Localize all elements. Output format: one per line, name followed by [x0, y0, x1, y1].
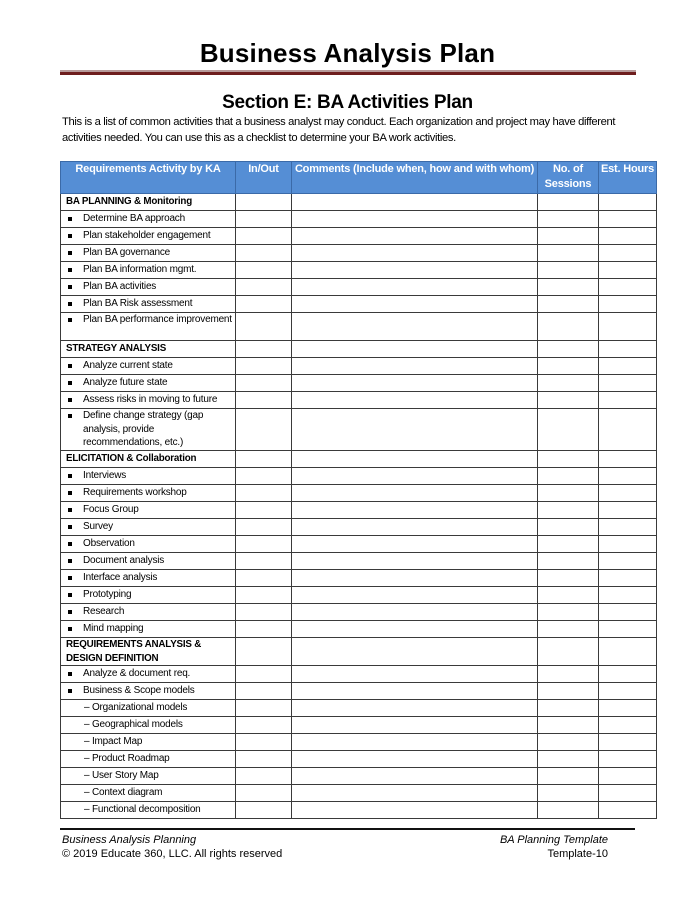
title-rule-dark [60, 72, 636, 75]
comments-cell[interactable] [292, 502, 538, 519]
in-out-cell[interactable] [236, 358, 292, 375]
activity-label: Plan stakeholder engagement [66, 228, 235, 244]
activity-cell [61, 519, 236, 536]
sessions-cell[interactable] [538, 502, 599, 519]
hours-cell[interactable] [599, 409, 657, 451]
in-out-cell[interactable] [236, 604, 292, 621]
hours-cell[interactable] [599, 211, 657, 228]
activity-label: Requirements workshop [66, 485, 235, 501]
activity-cell [61, 536, 236, 553]
sessions-cell[interactable] [538, 587, 599, 604]
category-label: BA PLANNING & Monitoring [66, 196, 192, 207]
hours-cell[interactable] [599, 502, 657, 519]
activity-cell [61, 228, 236, 245]
hours-cell[interactable] [599, 785, 657, 802]
hours-cell[interactable] [599, 604, 657, 621]
activity-cell [61, 666, 236, 683]
intro-text: This is a list of common activities that a business analyst may conduct. Each organization and project may have different activities needed. You can use this as a checklist to determine your BA work activities. [62, 116, 616, 144]
activity-cell [61, 262, 236, 279]
hours-cell[interactable] [599, 228, 657, 245]
hours-cell[interactable] [599, 468, 657, 485]
activity-label: Analyze current state [66, 358, 235, 374]
footer-page-id: Template-10 [547, 848, 608, 860]
activity-label: Interface analysis [66, 570, 235, 586]
comments-cell[interactable] [292, 536, 538, 553]
sessions-cell[interactable] [538, 485, 599, 502]
comments-cell[interactable] [292, 638, 538, 666]
in-out-cell[interactable] [236, 211, 292, 228]
hours-cell[interactable] [599, 313, 657, 341]
activity-cell [61, 245, 236, 262]
activity-label: – Context diagram [84, 787, 163, 798]
sessions-cell[interactable] [538, 409, 599, 451]
comments-cell[interactable] [292, 621, 538, 638]
sessions-cell[interactable] [538, 785, 599, 802]
sessions-cell[interactable] [538, 536, 599, 553]
activity-label: Focus Group [66, 502, 235, 518]
activity-label: Document analysis [66, 553, 235, 569]
table-row [61, 734, 657, 751]
sessions-cell[interactable] [538, 519, 599, 536]
hours-cell[interactable] [599, 296, 657, 313]
comments-cell[interactable] [292, 570, 538, 587]
table-row [61, 666, 657, 683]
activity-label: Analyze future state [66, 375, 235, 391]
sessions-cell[interactable] [538, 279, 599, 296]
table-row [61, 683, 657, 700]
activity-label: Plan BA information mgmt. [66, 262, 235, 278]
sessions-cell[interactable] [538, 228, 599, 245]
sessions-cell[interactable] [538, 666, 599, 683]
table-row [61, 751, 657, 768]
in-out-cell[interactable] [236, 802, 292, 819]
hours-cell[interactable] [599, 734, 657, 751]
activity-cell [61, 409, 236, 451]
table-row [61, 358, 657, 375]
comments-cell[interactable] [292, 519, 538, 536]
hours-cell[interactable] [599, 341, 657, 358]
sessions-cell[interactable] [538, 700, 599, 717]
hours-cell[interactable] [599, 717, 657, 734]
activity-label: Assess risks in moving to future [66, 392, 235, 408]
footer-copyright: © 2019 Educate 360, LLC. All rights reserved [62, 848, 283, 860]
in-out-cell[interactable] [236, 502, 292, 519]
activity-label: Plan BA governance [66, 245, 235, 261]
sessions-cell[interactable] [538, 604, 599, 621]
comments-cell[interactable] [292, 587, 538, 604]
activity-cell [61, 468, 236, 485]
activity-cell [61, 194, 236, 211]
activity-cell [61, 802, 236, 819]
sessions-cell[interactable] [538, 296, 599, 313]
category-row [61, 451, 657, 468]
activity-cell [61, 785, 236, 802]
hours-cell[interactable] [599, 519, 657, 536]
activity-cell [61, 621, 236, 638]
table-row [61, 570, 657, 587]
in-out-cell[interactable] [236, 587, 292, 604]
comments-cell[interactable] [292, 802, 538, 819]
in-out-cell[interactable] [236, 279, 292, 296]
sessions-cell[interactable] [538, 717, 599, 734]
hours-cell[interactable] [599, 666, 657, 683]
table-row [61, 802, 657, 819]
table-row [61, 553, 657, 570]
activity-cell [61, 341, 236, 358]
activity-label: Plan BA performance improvement [66, 313, 235, 327]
comments-cell[interactable] [292, 194, 538, 211]
activity-label: Mind mapping [66, 621, 235, 637]
sessions-cell[interactable] [538, 802, 599, 819]
in-out-cell[interactable] [236, 666, 292, 683]
activity-cell [61, 683, 236, 700]
comments-cell[interactable] [292, 313, 538, 341]
sessions-cell[interactable] [538, 570, 599, 587]
table-row [61, 536, 657, 553]
hours-cell[interactable] [599, 451, 657, 468]
comments-cell[interactable] [292, 666, 538, 683]
comments-cell[interactable] [292, 228, 538, 245]
activity-cell [61, 358, 236, 375]
comments-cell[interactable] [292, 683, 538, 700]
table-row [61, 211, 657, 228]
activity-label: Prototyping [66, 587, 235, 603]
comments-cell[interactable] [292, 717, 538, 734]
col-header-activity: Requirements Activity by KA [61, 162, 236, 194]
activity-cell [61, 570, 236, 587]
in-out-cell[interactable] [236, 375, 292, 392]
hours-cell[interactable] [599, 485, 657, 502]
table-row [61, 313, 657, 341]
hours-cell[interactable] [599, 587, 657, 604]
category-label: ELICITATION & Collaboration [66, 453, 197, 464]
hours-cell[interactable] [599, 194, 657, 211]
activity-label: Observation [66, 536, 235, 552]
activity-cell [61, 451, 236, 468]
category-row [61, 194, 657, 211]
activity-label: – Product Roadmap [84, 753, 170, 764]
table-row [61, 621, 657, 638]
sessions-cell[interactable] [538, 375, 599, 392]
table-row [61, 485, 657, 502]
activity-label: – Functional decomposition [84, 804, 201, 815]
comments-cell[interactable] [292, 468, 538, 485]
activity-cell [61, 279, 236, 296]
table-row [61, 245, 657, 262]
page-title: Business Analysis Plan [199, 38, 496, 68]
sessions-cell[interactable] [538, 341, 599, 358]
in-out-cell[interactable] [236, 621, 292, 638]
comments-cell[interactable] [292, 734, 538, 751]
comments-cell[interactable] [292, 211, 538, 228]
hours-cell[interactable] [599, 245, 657, 262]
activity-cell [61, 392, 236, 409]
in-out-cell[interactable] [236, 341, 292, 358]
activity-label: Plan BA activities [66, 279, 235, 295]
in-out-cell[interactable] [236, 392, 292, 409]
sessions-cell[interactable] [538, 468, 599, 485]
activity-cell [61, 296, 236, 313]
hours-cell[interactable] [599, 536, 657, 553]
comments-cell[interactable] [292, 358, 538, 375]
hours-cell[interactable] [599, 262, 657, 279]
footer-doc-name: Business Analysis Planning [62, 834, 197, 846]
in-out-cell[interactable] [236, 785, 292, 802]
comments-cell[interactable] [292, 296, 538, 313]
comments-cell[interactable] [292, 451, 538, 468]
in-out-cell[interactable] [236, 717, 292, 734]
comments-cell[interactable] [292, 604, 538, 621]
comments-cell[interactable] [292, 392, 538, 409]
in-out-cell[interactable] [236, 468, 292, 485]
in-out-cell[interactable] [236, 313, 292, 341]
hours-cell[interactable] [599, 621, 657, 638]
hours-cell[interactable] [599, 638, 657, 666]
activity-cell [61, 587, 236, 604]
in-out-cell[interactable] [236, 228, 292, 245]
hours-cell[interactable] [599, 570, 657, 587]
activity-label: – Organizational models [84, 702, 188, 713]
activity-cell [61, 638, 236, 666]
hours-cell[interactable] [599, 375, 657, 392]
comments-cell[interactable] [292, 785, 538, 802]
activity-label: Survey [66, 519, 235, 535]
activity-cell [61, 502, 236, 519]
table-row [61, 785, 657, 802]
activity-cell [61, 700, 236, 717]
in-out-cell[interactable] [236, 536, 292, 553]
category-row [61, 341, 657, 358]
in-out-cell[interactable] [236, 485, 292, 502]
activity-label: – User Story Map [84, 770, 159, 781]
in-out-cell[interactable] [236, 734, 292, 751]
activity-cell [61, 717, 236, 734]
comments-cell[interactable] [292, 553, 538, 570]
activity-cell [61, 768, 236, 785]
activity-label: Analyze & document req. [66, 666, 235, 682]
activity-cell [61, 734, 236, 751]
comments-cell[interactable] [292, 700, 538, 717]
activity-cell [61, 313, 236, 341]
comments-cell[interactable] [292, 375, 538, 392]
hours-cell[interactable] [599, 392, 657, 409]
table-row [61, 717, 657, 734]
in-out-cell[interactable] [236, 700, 292, 717]
table-row [61, 519, 657, 536]
hours-cell[interactable] [599, 768, 657, 785]
activity-cell [61, 604, 236, 621]
comments-cell[interactable] [292, 485, 538, 502]
table-row [61, 262, 657, 279]
sessions-cell[interactable] [538, 751, 599, 768]
hours-cell[interactable] [599, 358, 657, 375]
sessions-cell[interactable] [538, 768, 599, 785]
category-label: STRATEGY ANALYSIS [66, 343, 167, 354]
sessions-cell[interactable] [538, 262, 599, 279]
activities-table [60, 161, 657, 819]
in-out-cell[interactable] [236, 638, 292, 666]
table-row [61, 468, 657, 485]
table-row [61, 409, 657, 451]
in-out-cell[interactable] [236, 519, 292, 536]
sessions-cell[interactable] [538, 313, 599, 341]
sessions-cell[interactable] [538, 194, 599, 211]
in-out-cell[interactable] [236, 751, 292, 768]
activity-label: Research [66, 604, 235, 620]
sessions-cell[interactable] [538, 245, 599, 262]
sessions-cell[interactable] [538, 451, 599, 468]
hours-cell[interactable] [599, 751, 657, 768]
in-out-cell[interactable] [236, 194, 292, 211]
in-out-cell[interactable] [236, 245, 292, 262]
activity-label: Interviews [66, 468, 235, 484]
activity-cell [61, 485, 236, 502]
in-out-cell[interactable] [236, 296, 292, 313]
table-row [61, 587, 657, 604]
table-header-row [61, 162, 657, 194]
category-label: REQUIREMENTS ANALYSIS & DESIGN DEFINITION [66, 639, 202, 664]
comments-cell[interactable] [292, 279, 538, 296]
table-row [61, 700, 657, 717]
in-out-cell[interactable] [236, 262, 292, 279]
comments-cell[interactable] [292, 409, 538, 451]
section-title: Section E: BA Activities Plan [222, 92, 473, 113]
footer-template-name: BA Planning Template [499, 834, 608, 846]
activity-label: Plan BA Risk assessment [66, 296, 235, 312]
activity-label: – Impact Map [84, 736, 143, 747]
hours-cell[interactable] [599, 683, 657, 700]
comments-cell[interactable] [292, 262, 538, 279]
in-out-cell[interactable] [236, 768, 292, 785]
activity-cell [61, 751, 236, 768]
table-row [61, 375, 657, 392]
hours-cell[interactable] [599, 700, 657, 717]
sessions-cell[interactable] [538, 553, 599, 570]
col-header-in-out: In/Out [236, 162, 292, 194]
comments-cell[interactable] [292, 751, 538, 768]
table-row [61, 604, 657, 621]
sessions-cell[interactable] [538, 621, 599, 638]
activity-cell [61, 211, 236, 228]
hours-cell[interactable] [599, 553, 657, 570]
category-row [61, 638, 657, 666]
comments-cell[interactable] [292, 245, 538, 262]
table-row [61, 768, 657, 785]
table-row [61, 279, 657, 296]
hours-cell[interactable] [599, 279, 657, 296]
in-out-cell[interactable] [236, 553, 292, 570]
activity-label: Business & Scope models [66, 683, 235, 699]
table-row [61, 392, 657, 409]
sessions-cell[interactable] [538, 211, 599, 228]
sessions-cell[interactable] [538, 358, 599, 375]
activity-label: – Geographical models [84, 719, 183, 730]
table-row [61, 228, 657, 245]
in-out-cell[interactable] [236, 683, 292, 700]
sessions-cell[interactable] [538, 392, 599, 409]
footer-rule [60, 828, 635, 830]
hours-cell[interactable] [599, 802, 657, 819]
sessions-cell[interactable] [538, 683, 599, 700]
col-header-comments: Comments (Include when, how and with whom) [292, 162, 538, 194]
table-row [61, 296, 657, 313]
in-out-cell[interactable] [236, 570, 292, 587]
activity-label: Determine BA approach [66, 211, 235, 227]
activity-label: Define change strategy (gap analysis, provide recommendations, etc.) [66, 409, 235, 450]
activity-cell [61, 553, 236, 570]
comments-cell[interactable] [292, 341, 538, 358]
col-header-hours: Est. Hours [599, 162, 657, 194]
table-row [61, 502, 657, 519]
col-header-sessions: No. of Sessions [538, 162, 599, 194]
sessions-cell[interactable] [538, 734, 599, 751]
in-out-cell[interactable] [236, 409, 292, 451]
comments-cell[interactable] [292, 768, 538, 785]
in-out-cell[interactable] [236, 451, 292, 468]
activity-cell [61, 375, 236, 392]
sessions-cell[interactable] [538, 638, 599, 666]
